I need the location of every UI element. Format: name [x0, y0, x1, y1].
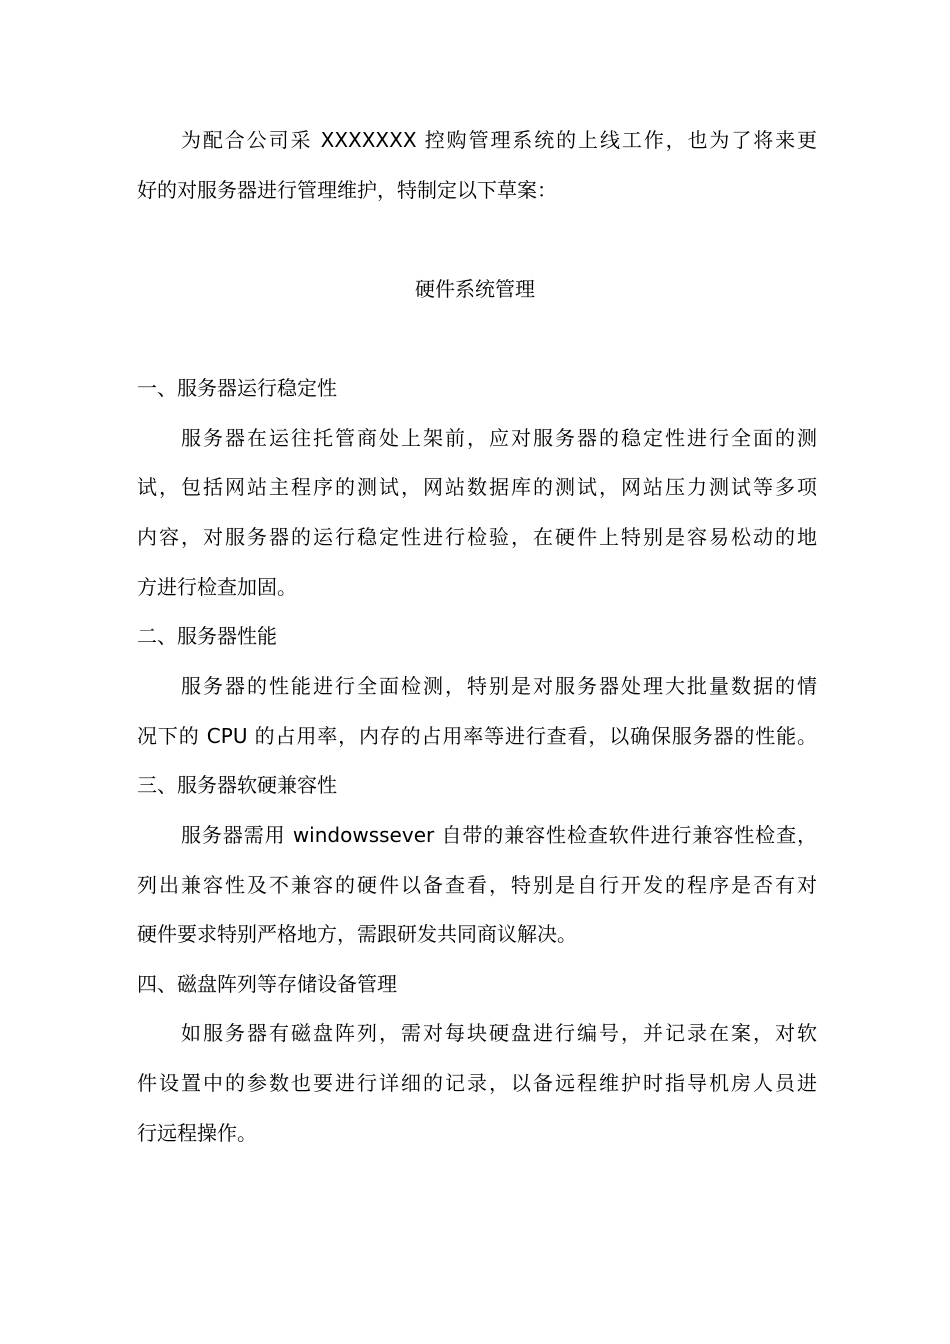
section-3-title: 三、服务器软硬兼容性 — [137, 773, 337, 797]
section-4-line-2: 件设置中的参数也要进行详细的记录，以备远程维护时指导机房人员进 — [137, 1071, 817, 1095]
section-1-line-3: 内容，对服务器的运行稳定性进行检验，在硬件上特别是容易松动的地 — [137, 525, 817, 549]
section-4-title: 四、磁盘阵列等存储设备管理 — [137, 972, 397, 996]
section-4-line-3: 行远程操作。 — [137, 1121, 257, 1145]
section-1-line-4: 方进行检查加固。 — [137, 575, 297, 599]
section-heading: 硬件系统管理 — [415, 277, 535, 301]
intro-line-1: 为配合公司采 XXXXXXX 控购管理系统的上线工作，也为了将来更 — [181, 128, 817, 152]
section-2-line-2: 况下的 CPU 的占用率，内存的占用率等进行查看，以确保服务器的性能。 — [137, 724, 817, 748]
section-2-line-1: 服务器的性能进行全面检测，特别是对服务器处理大批量数据的情 — [181, 674, 817, 698]
section-3-line-3: 硬件要求特别严格地方，需跟研发共同商议解决。 — [137, 922, 577, 946]
section-3-line-1: 服务器需用 windowssever 自带的兼容性检查软件进行兼容性检查， — [181, 823, 817, 847]
section-1-title: 一、服务器运行稳定性 — [137, 376, 337, 400]
section-2-title: 二、服务器性能 — [137, 624, 277, 648]
section-1-line-1: 服务器在运往托管商处上架前，应对服务器的稳定性进行全面的测 — [181, 426, 817, 450]
intro-line-2: 好的对服务器进行管理维护，特制定以下草案： — [137, 178, 557, 202]
section-3-line-2: 列出兼容性及不兼容的硬件以备查看，特别是自行开发的程序是否有对 — [137, 873, 817, 897]
section-4-line-1: 如服务器有磁盘阵列，需对每块硬盘进行编号，并记录在案，对软 — [181, 1021, 817, 1045]
section-1-line-2: 试，包括网站主程序的测试，网站数据库的测试，网站压力测试等多项 — [137, 475, 817, 499]
